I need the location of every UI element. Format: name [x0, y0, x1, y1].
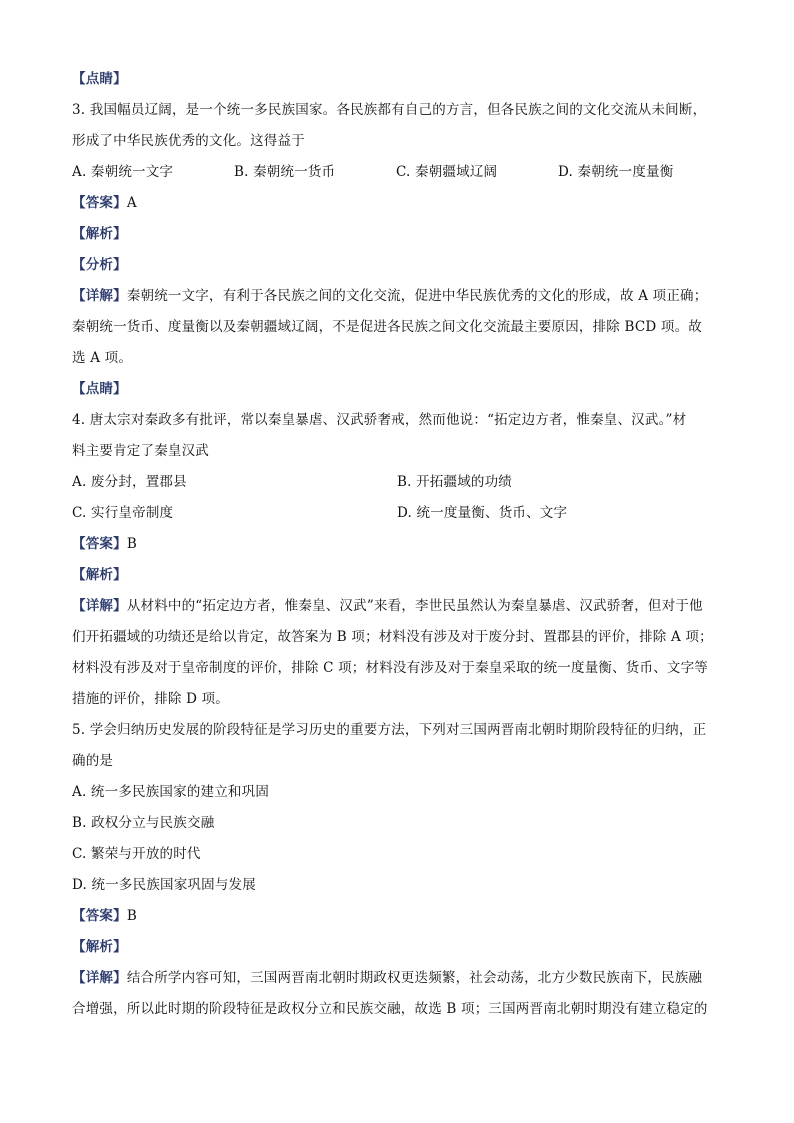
option-c: C. 实行皇帝制度: [72, 505, 174, 521]
jiexi-heading: 【解析】: [72, 226, 127, 242]
detail-text: 秦朝统一文字，有利于各民族之间的文化交流，促进中华民族优秀的文化的形成，故 A 项正确；: [126, 288, 708, 304]
detail-tag: 【详解】: [72, 970, 127, 986]
detail-line-4: 措施的评价，排除 D 项。: [72, 691, 230, 707]
jiexi-heading: 【解析】: [72, 939, 127, 955]
answer-line: [72, 901, 722, 932]
question-4-line-2: 料主要肯定了秦皇汉武: [72, 443, 209, 459]
document-page: [72, 64, 722, 1025]
answer-value: B: [126, 536, 137, 552]
question-4-options-row-1: [72, 467, 722, 498]
detail-tag: 【详解】: [72, 288, 127, 304]
detail-text: 结合所学内容可知，三国两晋南北朝时期政权更迭频繁，社会动荡，北方少数民族南下，民族融: [126, 970, 703, 986]
question-4-options-row-2: [72, 498, 722, 529]
answer-tag: 【答案】: [72, 195, 127, 211]
fenxi-heading: 【分析】: [72, 257, 127, 273]
detail-line-1: [72, 281, 722, 312]
option-b: B. 开拓疆域的功绩: [397, 474, 513, 490]
detail-line-2: 秦朝统一货币、度量衡以及秦朝疆域辽阔，不是促进各民族之间文化交流最主要原因，排除 BCD 项。故: [72, 319, 703, 335]
option-d: D. 统一度量衡、货币、文字: [397, 505, 568, 521]
option-b: B. 秦朝统一货币: [234, 164, 336, 180]
detail-line-1: [72, 591, 722, 622]
detail-line-3: 选 A 项。: [72, 350, 133, 366]
option-a: A. 秦朝统一文字: [72, 164, 174, 180]
detail-tag: 【详解】: [72, 598, 127, 614]
answer-line: [72, 188, 722, 219]
question-3-line-1: 3. 我国幅员辽阔，是一个统一多民族国家。各民族都有自己的方言，但各民族之间的文化交流从未间断，: [72, 102, 707, 118]
answer-tag: 【答案】: [72, 908, 127, 924]
option-a: A. 统一多民族国家的建立和巩固: [72, 784, 270, 800]
question-3: [72, 95, 722, 405]
answer-line: [72, 529, 722, 560]
question-5-line-2: 确的是: [72, 753, 114, 769]
option-b: B. 政权分立与民族交融: [72, 815, 215, 831]
option-c: C. 繁荣与开放的时代: [72, 846, 201, 862]
option-d: D. 统一多民族国家巩固与发展: [72, 877, 256, 893]
detail-line-1: [72, 963, 722, 994]
option-c: C. 秦朝疆域辽阔: [396, 164, 498, 180]
jiexi-heading: 【解析】: [72, 567, 127, 583]
question-3-line-2: 形成了中华民族优秀的文化。这得益于: [72, 133, 305, 149]
question-4: [72, 405, 722, 715]
detail-line-3: 材料没有涉及对于皇帝制度的评价，排除 C 项；材料没有涉及对于秦皇采取的统一度量衡、货币、文字等: [72, 660, 709, 676]
question-3-options: [72, 157, 722, 188]
answer-tag: 【答案】: [72, 536, 127, 552]
detail-line-2: 合增强，所以此时期的阶段特征是政权分立和民族交融，故选 B 项；三国两晋南北朝时期没有建立稳定的: [72, 1001, 708, 1017]
dianjing-heading: 【点睛】: [72, 381, 127, 397]
detail-line-2: 们开拓疆域的功绩还是给以肯定，故答案为 B 项；材料没有涉及对于废分封、置郡县的评价，排除 A 项；: [72, 629, 713, 645]
question-5-line-1: 5. 学会归纳历史发展的阶段特征是学习历史的重要方法，下列对三国两晋南北朝时期阶段特征的归纳，正: [72, 722, 707, 738]
question-5: [72, 715, 722, 1025]
dianjing-heading: 【点睛】: [72, 71, 127, 87]
answer-value: B: [126, 908, 137, 924]
option-d: D. 秦朝统一度量衡: [558, 164, 674, 180]
detail-text: 从材料中的“拓定边方者，惟秦皇、汉武”来看，李世民虽然认为秦皇暴虐、汉武骄奢，但对于他: [126, 598, 703, 614]
question-4-line-1: 4. 唐太宗对秦政多有批评，常以秦皇暴虐、汉武骄奢戒，然而他说：“拓定边方者，惟秦皇、汉武。”材: [72, 412, 687, 428]
answer-value: A: [126, 195, 137, 211]
option-a: A. 废分封，置郡县: [72, 474, 187, 490]
